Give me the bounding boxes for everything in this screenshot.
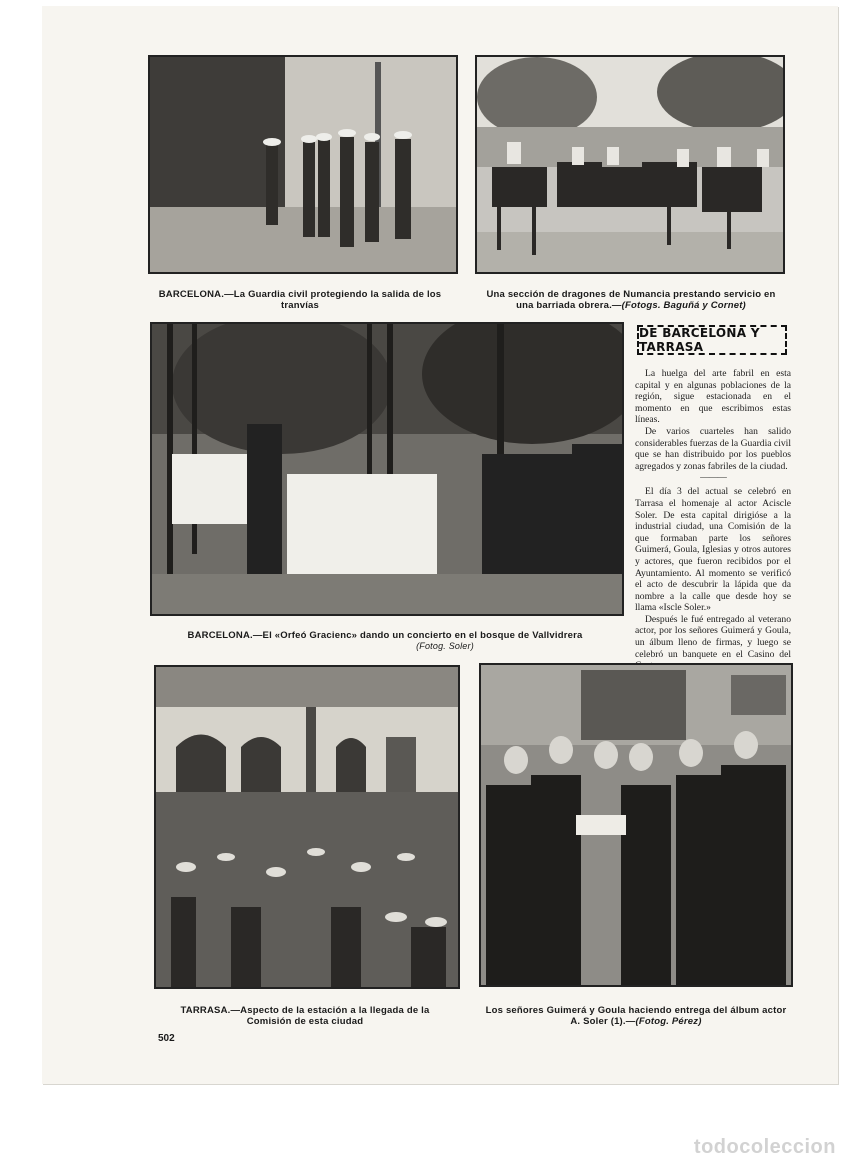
caption-orfeo: BARCELONA.—El «Orfeó Gracienc» dando un concierto en el bosque de Vallvidrera (Fotog. Soler) bbox=[187, 630, 583, 651]
article-paragraph: De varios cuarteles han salido considerables fuerzas de la Guardia civil que se han distribuido por los pueblos agregados y zonas fabriles de la ciudad. bbox=[635, 425, 791, 472]
article-paragraph: La huelga del arte fabril en esta capital y en algunas poblaciones de la región, sigue estacionada en el momento en que escribimos estas líneas. bbox=[635, 368, 791, 426]
photo-orfeo bbox=[150, 322, 624, 616]
article-body bbox=[635, 368, 791, 672]
article-separator: ——— bbox=[700, 472, 726, 484]
watermark: todocoleccion bbox=[693, 1136, 836, 1158]
article-paragraph: Después le fué entregado al veterano actor, por los señores Guimerá y Goula, un álbum lleno de firmas, y luego se celebró un banquete en el Casino del bbox=[635, 613, 791, 660]
photo-dragones bbox=[475, 55, 785, 274]
article-paragraph: El día 3 del actual se celebró en Tarrasa el homenaje al actor Aciscle Soler. De esta capital dirigióse a la industrial ciudad, una Comisión de la que formaban parte los señores Guimerá, Goula, Iglesias y otros autores y actores, que fueron recibidos por el Ayuntamiento. Al momento se verificó el acto de descubrir la lápida que da nombre a la calle que desde hoy se llama «Iscle Soler.» bbox=[635, 486, 791, 614]
photo-estacion bbox=[154, 665, 460, 989]
caption-album: Los señores Guimerá y Goula haciendo entrega del álbum actor A. Soler (1).—(Fotog. Pérez) bbox=[485, 1005, 787, 1027]
caption-guardia-civil: BARCELONA.—La Guardia civil protegiendo la salida de los tranvías bbox=[158, 289, 442, 311]
photo-guardia-civil bbox=[148, 55, 458, 274]
caption-estacion: TARRASA.—Aspecto de la estación a la llegada de la Comisión de esta ciudad bbox=[180, 1005, 430, 1027]
article-headline: DE BARCELONA Y TARRASA bbox=[637, 325, 787, 355]
caption-dragones: Una sección de dragones de Numancia prestando servicio en una barriada obrera.—(Fotogs. Baguñá y Cornet) bbox=[486, 289, 776, 311]
page-number: 502 bbox=[158, 1033, 175, 1044]
photo-album bbox=[479, 663, 793, 987]
